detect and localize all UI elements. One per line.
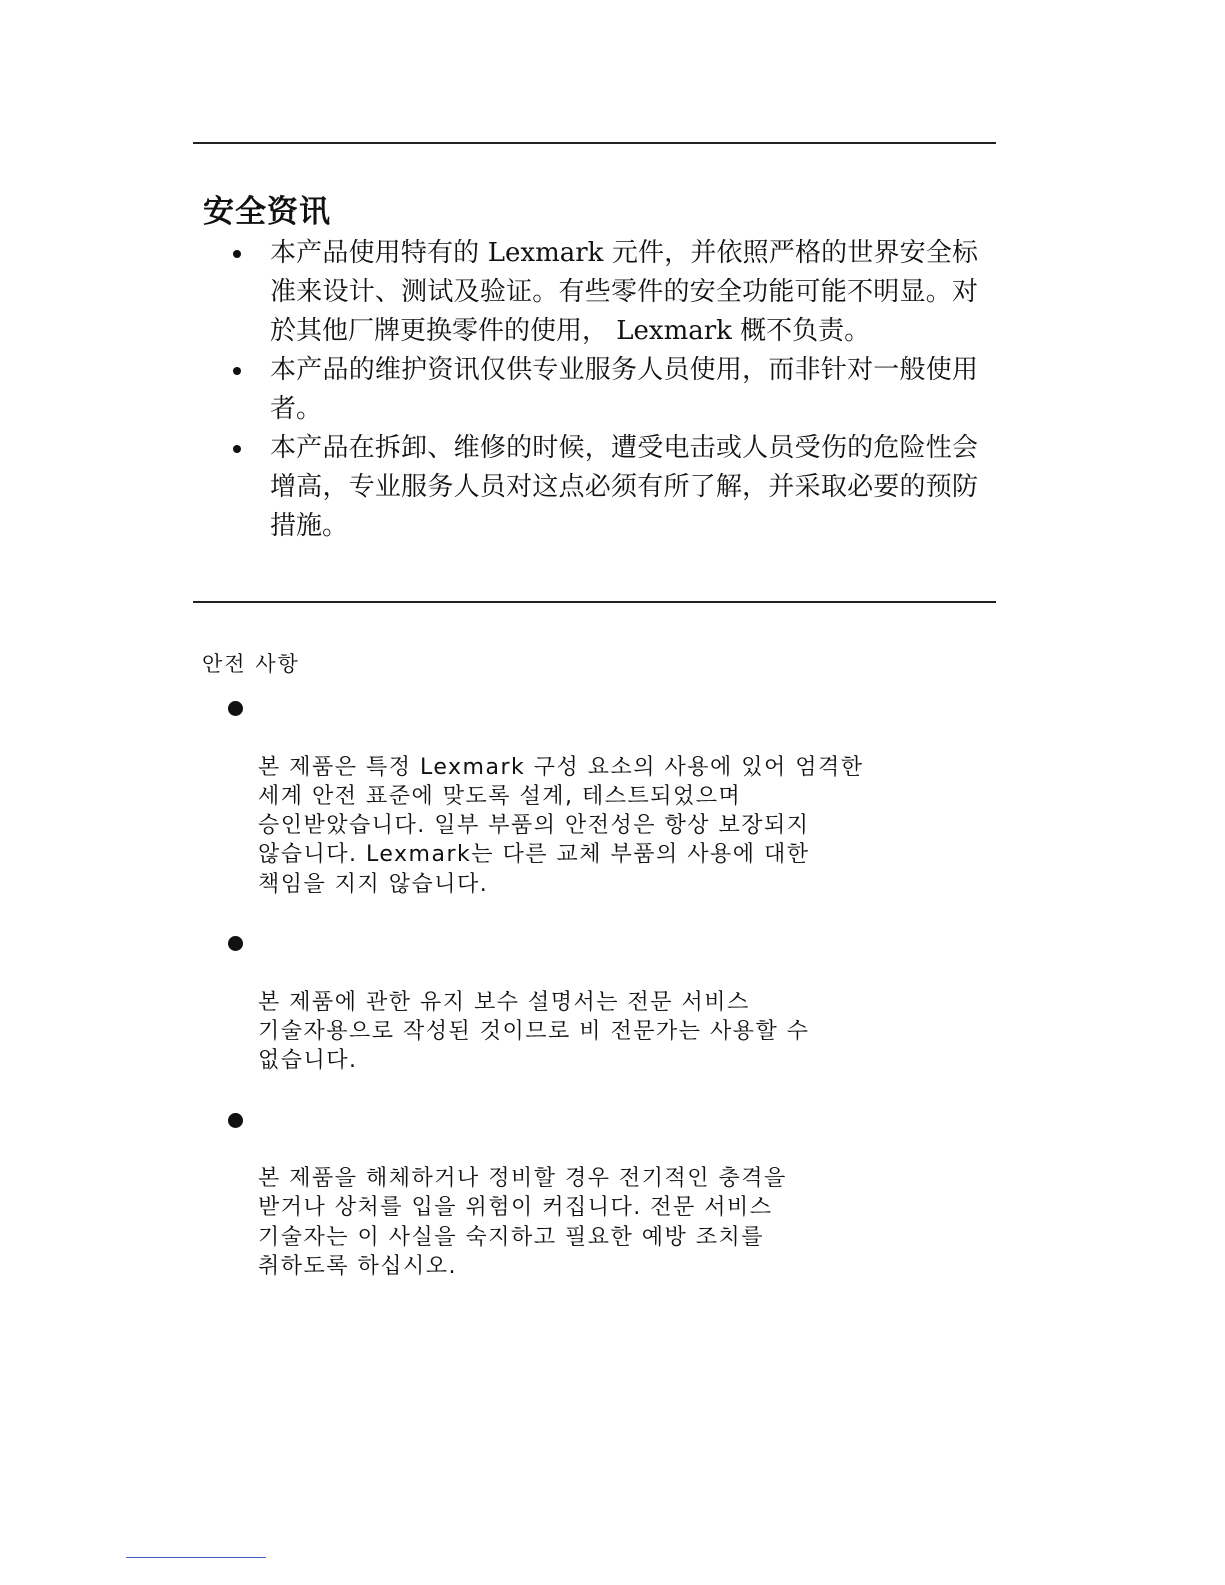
list-item — [228, 351, 978, 429]
list-item-text: 本产品的维护资讯仅供专业服务人员使用，而非针对一般使用者。 — [270, 355, 978, 424]
korean-section-title: 안전 사항 — [202, 652, 300, 676]
bullet-icon — [228, 936, 243, 951]
chinese-safety-list — [228, 234, 978, 546]
list-item-text: 本产品在拆卸、维修的时候，遭受电击或人员受伤的危险性会增高，专业服务人员对这点必须有所了解，并采取必要的预防措施。 — [270, 433, 978, 541]
list-item-text: 本产品使用特有的 Lexmark 元件，并依照严格的世界安全标准来设计、测试及验证。有些零件的安全功能可能不明显。对於其他厂牌更换零件的使用， Lexmark 概不负责。 — [270, 238, 978, 346]
top-divider — [193, 142, 996, 144]
section-divider — [193, 601, 996, 603]
bullet-icon — [233, 445, 241, 453]
bullet-icon — [228, 1113, 243, 1128]
bullet-icon — [228, 701, 243, 716]
list-item-text: 본 제품에 관한 유지 보수 설명서는 전문 서비스 기술자용으로 작성된 것이므로 비 전문가는 사용할 수 없습니다. — [258, 989, 810, 1074]
list-item — [228, 429, 978, 546]
list-item-text: 본 제품을 해체하거나 정비할 경우 전기적인 충격을 받거나 상처를 입을 위험이 커집니다. 전문 서비스 기술자는 이 사실을 숙지하고 필요한 예방 조치를 취하도록 하십시오. — [258, 1166, 787, 1280]
korean-safety-list — [226, 694, 946, 1311]
list-item — [228, 234, 978, 351]
bullet-icon — [233, 250, 241, 258]
chinese-section-title: 安全资讯 — [203, 194, 331, 230]
list-item — [226, 694, 946, 899]
bullet-icon — [233, 367, 241, 375]
list-item — [226, 929, 946, 1075]
list-item — [226, 1106, 946, 1282]
list-item-text: 본 제품은 특정 Lexmark 구성 요소의 사용에 있어 엄격한 세계 안전 표준에 맞도록 설계, 테스트되었으며 승인받았습니다. 일부 부품의 안전성은 항상 보장되지 않습니다. Lexmark는 다른 교체 부품의 사용에 대한 책임을 지지 않습니다. — [258, 754, 864, 897]
footer-link-underline — [126, 1557, 266, 1558]
